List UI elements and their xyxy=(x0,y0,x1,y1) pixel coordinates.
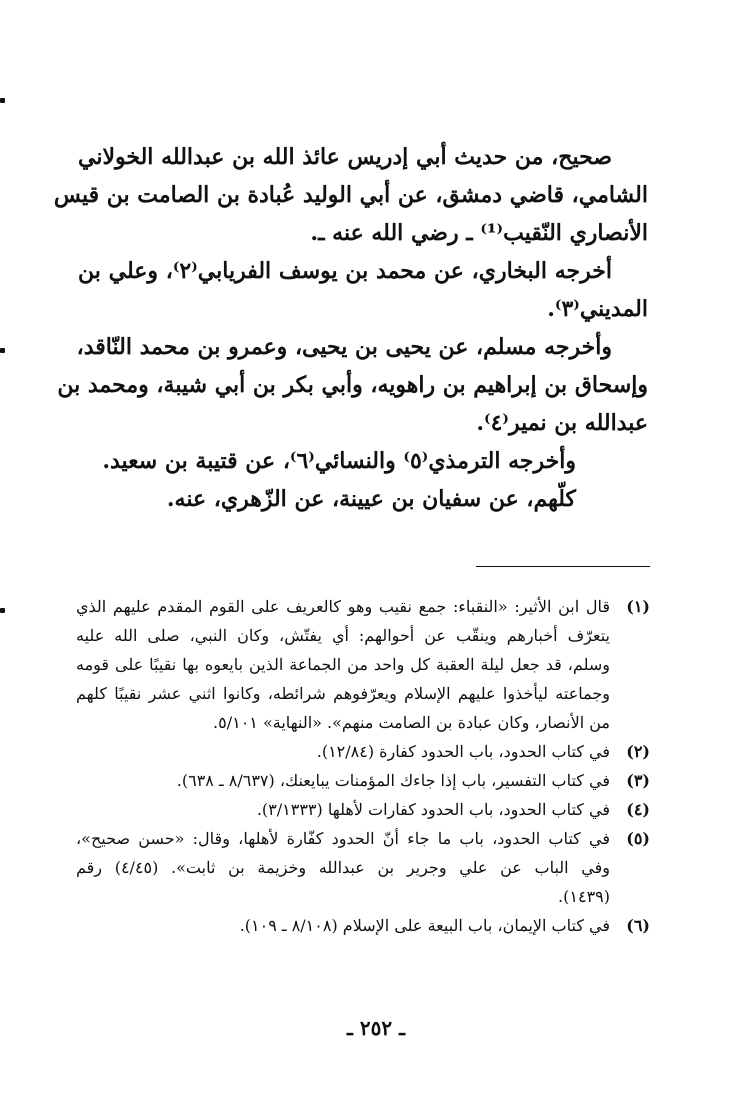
footnote xyxy=(76,592,650,737)
footnote-line: في كتاب الحدود، باب الحدود كفارة (١٢/٨٤). xyxy=(316,742,610,761)
footnote-separator xyxy=(476,566,650,567)
footnote-number: (٦) xyxy=(626,916,650,935)
footnote-line: في كتاب التفسير، باب إذا جاءك المؤمنات يبايعنك، (٨/٦٣٧ ـ ٦٣٨). xyxy=(176,771,610,790)
text-line: وإسحاق بن إبراهيم بن راهويه، وأبي بكر بن أبي شيبة، ومحمد بن xyxy=(57,372,648,398)
footnote xyxy=(76,766,650,795)
footnote-number: (١) xyxy=(626,597,650,616)
text-line: وأخرجه مسلم، عن يحيى بن يحيى، وعمرو بن محمد النّاقد، xyxy=(76,334,612,360)
text-line: الأنصاري النّقيب⁽¹⁾ ـ رضي الله عنه ـ. xyxy=(310,220,648,246)
footnote-line: في كتاب الحدود، باب الحدود كفارات لأهلها (٣/١٣٣٣). xyxy=(256,800,610,819)
footnote xyxy=(76,795,650,824)
footnote xyxy=(76,911,650,940)
text-line: المديني⁽٣⁾. xyxy=(547,296,648,322)
main-text xyxy=(53,138,648,518)
footnote xyxy=(76,824,650,911)
footnotes xyxy=(76,592,650,940)
footnote-line: وجماعته ليأخذوا عليهم الإسلام ويعرّفوهم شرائطه، وكانوا اثني عشر نقيبًا كلهم xyxy=(76,684,610,703)
footnote-number: (٣) xyxy=(626,771,650,790)
page-number: ـ ٢٥٢ ـ xyxy=(347,1016,405,1040)
footnote xyxy=(76,737,650,766)
footnote-line: وسلم، قد جعل ليلة العقبة كل واحد من الجماعة الذين بايعوه بها نقيبًا على قومه xyxy=(76,655,611,674)
margin-mark xyxy=(0,608,5,613)
text-line: عبدالله بن نمير⁽٤⁾. xyxy=(476,410,648,436)
text-line: الشامي، قاضي دمشق، عن أبي الوليد عُبادة بن الصامت بن قيس xyxy=(53,182,648,208)
text-line: أخرجه البخاري، عن محمد بن يوسف الفريابي⁽٢⁾، وعلي بن xyxy=(78,258,612,284)
footnote-line: (١٤٣٩). xyxy=(558,887,610,906)
text-line: وأخرجه الترمذي⁽٥⁾ والنسائي⁽٦⁾، عن قتيبة بن سعيد. xyxy=(102,448,576,474)
text-line: صحيح، من حديث أبي إدريس عائذ الله بن عبدالله الخولاني xyxy=(78,144,612,170)
footnote-number: (٢) xyxy=(626,742,650,761)
footnote-line: قال ابن الأثير: «النقباء: جمع نقيب وهو كالعريف على القوم المقدم عليهم الذي xyxy=(76,597,610,616)
footnote-line: وفي الباب عن علي وجرير بن عبدالله وخزيمة بن ثابت». (٤/٤٥) رقم xyxy=(76,858,610,877)
margin-mark xyxy=(0,348,5,353)
margin-mark xyxy=(0,98,5,103)
footnote-number: (٥) xyxy=(626,829,650,848)
footnote-number: (٤) xyxy=(626,800,650,819)
footnote-line: من الأنصار، وكان عبادة بن الصامت منهم». «النهاية» ٥/١٠١. xyxy=(213,713,610,732)
footnote-line: يتعرّف أخبارهم وينقّب عن أحوالهم: أي يفتّش، وكان النبي، صلى الله عليه xyxy=(76,626,610,645)
text-line: كلّهم، عن سفيان بن عيينة، عن الزّهري، عنه. xyxy=(166,486,576,512)
footnote-line: في كتاب الإيمان، باب البيعة على الإسلام (٨/١٠٨ ـ ١٠٩). xyxy=(239,916,610,935)
footnote-line: في كتاب الحدود، باب ما جاء أنّ الحدود كفّارة لأهلها، وقال: «حسن صحيح»، xyxy=(76,829,610,848)
